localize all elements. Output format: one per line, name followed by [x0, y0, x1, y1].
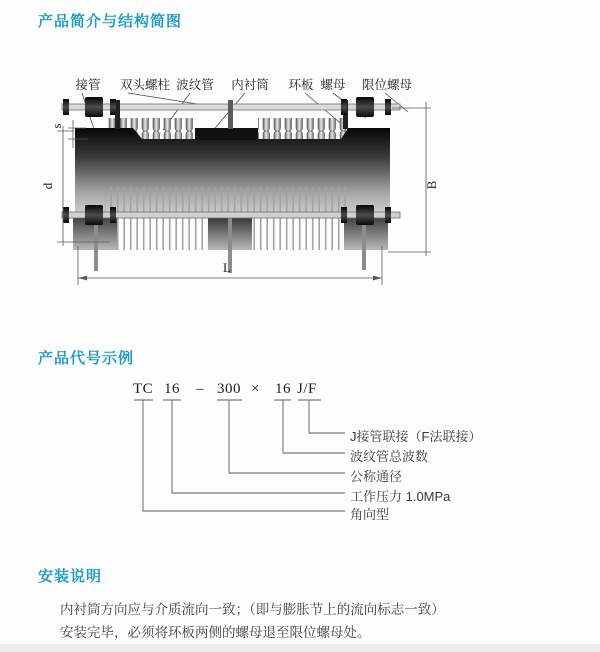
dim-s-label: s: [49, 123, 64, 129]
inner-liner-cover: [195, 128, 258, 140]
install-note-line: 内衬筒方向应与介质流向一致；（即与膨胀节上的流向标志一致）: [60, 602, 445, 617]
dim-l-label: L: [223, 260, 231, 275]
label-double-end-stud: 双头螺柱: [119, 78, 171, 92]
code-part-diameter: 300: [217, 381, 241, 397]
part-labels: [75, 77, 412, 92]
label-inner-liner: 内衬筒: [231, 78, 269, 92]
code-annotation-pressure: 工作压力 1.0MPa: [350, 489, 451, 504]
code-annotation-waves: 波纹管总波数: [350, 449, 429, 464]
liner-post: [228, 100, 233, 129]
intro-section-title: 产品简介与结构简图: [38, 13, 183, 30]
code-section-title: 产品代号示例: [38, 350, 135, 367]
label-bellows: 波纹管: [176, 78, 214, 92]
code-part-type: TC: [133, 381, 154, 397]
code-part-pressure: 16: [164, 381, 180, 397]
structure-diagram: [30, 68, 460, 318]
code-part-waves: 16: [275, 381, 291, 397]
code-part-times: ×: [251, 381, 260, 397]
code-part-dash: –: [196, 381, 204, 397]
code-annotation-type: 角向型: [350, 507, 390, 522]
dim-b-label: B: [424, 180, 439, 190]
label-nut: 螺母: [320, 78, 346, 92]
dim-d-label: d: [40, 182, 55, 190]
code-annotation-diameter: 公称通径: [350, 469, 403, 484]
page-bottom-band: [0, 644, 600, 652]
code-part-connection: J/F: [297, 381, 317, 397]
code-annotation-connection: J接管联接（F法联接）: [350, 429, 482, 444]
install-note-line: 安装完毕，必须将环板两侧的螺母退至限位螺母处。: [60, 625, 371, 640]
label-limit-nut: 限位螺母: [361, 78, 413, 92]
install-section-title: 安装说明: [38, 568, 103, 585]
label-connecting-pipe: 接管: [75, 78, 101, 92]
label-ring-plate: 环板: [288, 78, 314, 92]
